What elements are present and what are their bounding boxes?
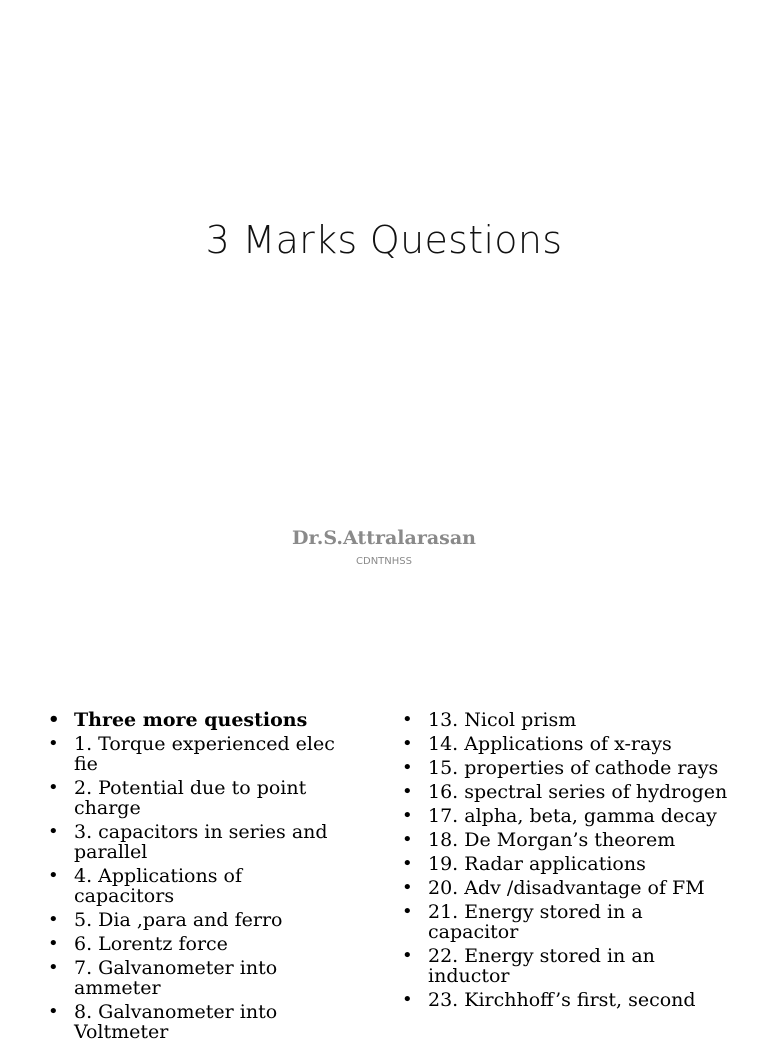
list-item: • 13. Nicol prism	[402, 710, 732, 730]
slide-title: 3 Marks Questions	[205, 218, 563, 262]
question-list-slide	[0, 700, 768, 1043]
author-name: Dr.S.Attralarasan	[292, 527, 476, 549]
right-question-list	[402, 710, 732, 1014]
list-item: • 19. Radar applications	[402, 854, 732, 874]
list-item: • 1. Torque experienced elec fie	[48, 734, 348, 774]
author-organization: CDNTNHSS	[356, 556, 412, 567]
list-item: • 18. De Morgan’s theorem	[402, 830, 732, 850]
list-item: • 14. Applications of x-rays	[402, 734, 732, 754]
list-item: • 8. Galvanometer into Voltmeter	[48, 1002, 348, 1042]
list-item: • 17. alpha, beta, gamma decay	[402, 806, 732, 826]
list-item: • 16. spectral series of hydrogen	[402, 782, 732, 802]
list-item: • 20. Adv /disadvantage of FM	[402, 878, 732, 898]
left-question-list	[48, 710, 348, 1046]
list-item-heading: • Three more questions	[48, 710, 348, 730]
list-item: • 2. Potential due to point charge	[48, 778, 348, 818]
list-item: • 22. Energy stored in an inductor	[402, 946, 732, 986]
list-item: • 23. Kirchhoff’s first, second	[402, 990, 732, 1010]
list-item: • 5. Dia ,para and ferro	[48, 910, 348, 930]
list-item: • 3. capacitors in series and parallel	[48, 822, 348, 862]
list-item: • 7. Galvanometer into ammeter	[48, 958, 348, 998]
list-item: • 4. Applications of capacitors	[48, 866, 348, 906]
list-item: • 6. Lorentz force	[48, 934, 348, 954]
list-item: • 21. Energy stored in a capacitor	[402, 902, 732, 942]
list-item: • 15. properties of cathode rays	[402, 758, 732, 778]
